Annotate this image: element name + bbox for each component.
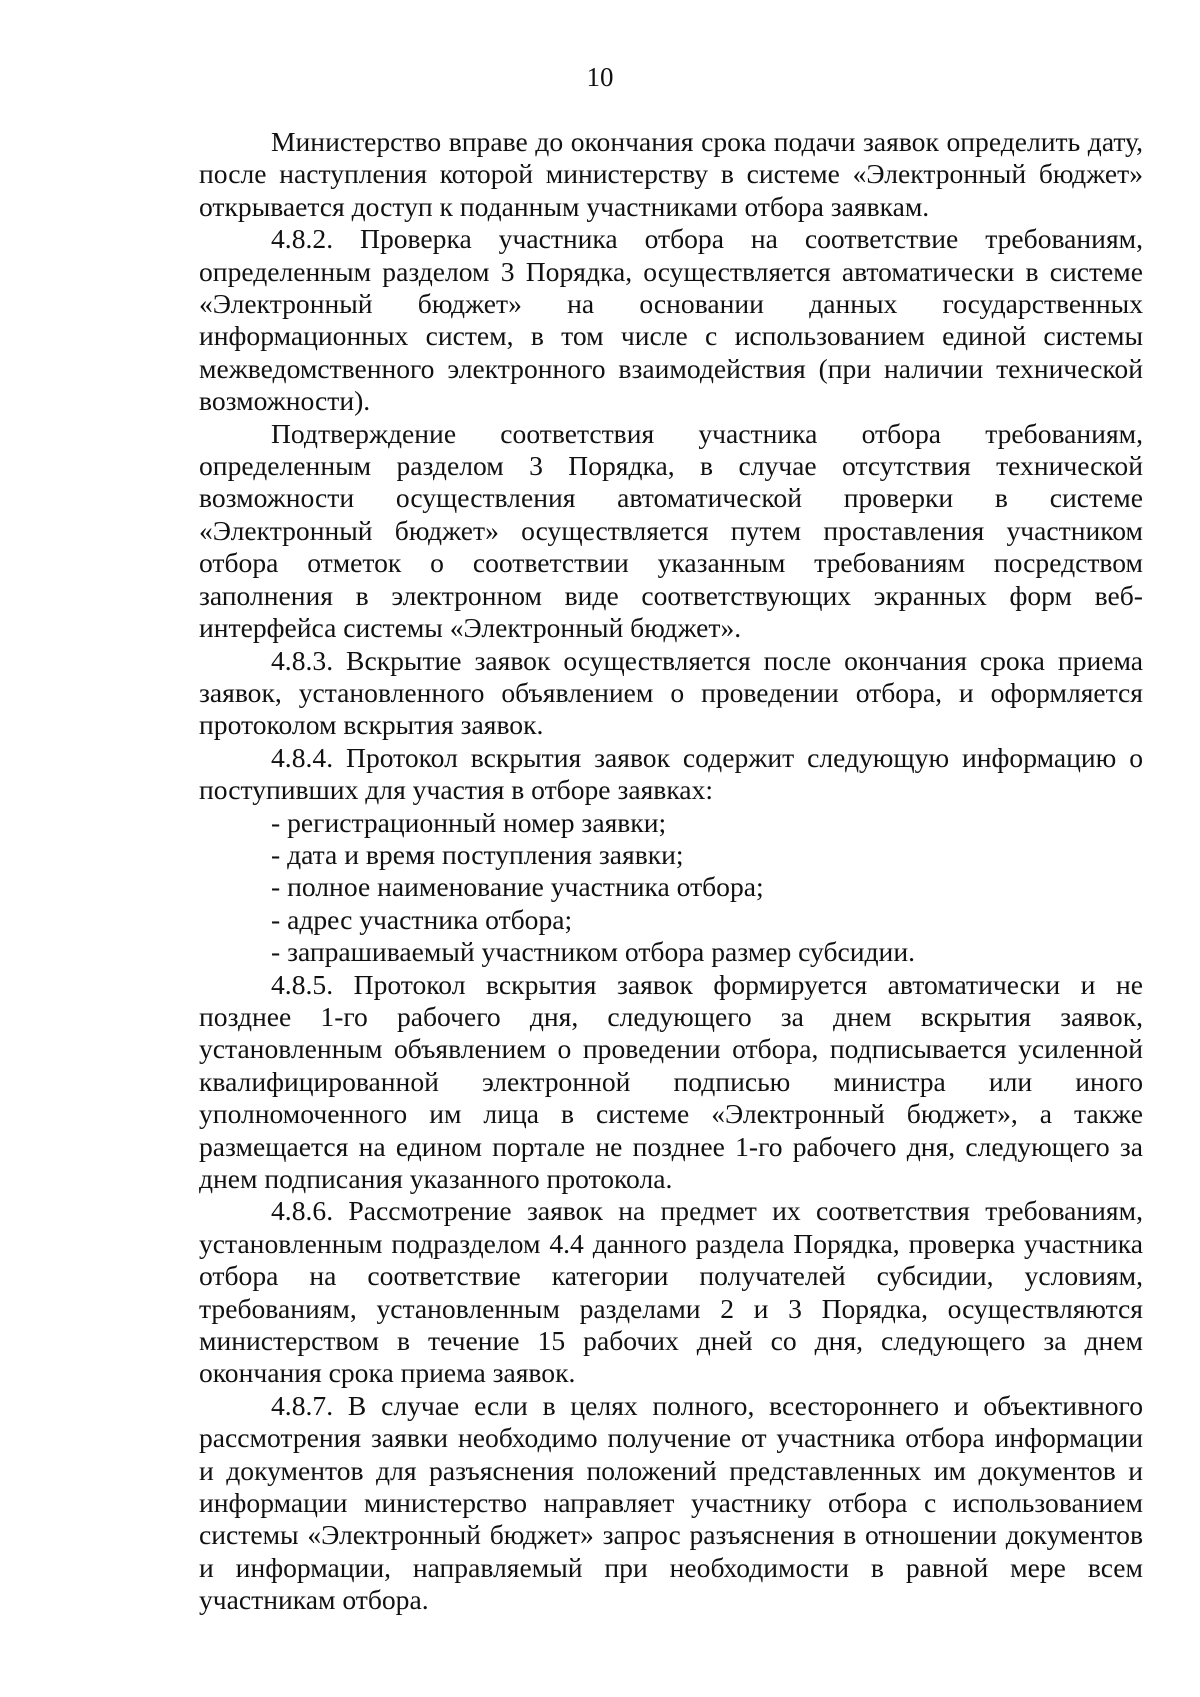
list-item: - полное наименование участника отбора; [271,871,764,903]
list-item: - адрес участника отбора; [271,903,573,935]
document-body [199,126,1143,1617]
paragraph-4-8-3: 4.8.3. Вскрытие заявок осуществляется после окончания срока приема заявок, установленного объявлением о проведении отбора, и оформляется протоколом вскрытия заявок. [199,644,1143,741]
protocol-info-list [199,807,1143,969]
paragraph-4-8-6: 4.8.6. Рассмотрение заявок на предмет их соответствия требованиям, установленным подразделом 4.4 данного раздела Порядка, проверка участника отбора на соответствие категории получателей субсидии, условиям, требованиям, установленным разделами 2 и 3 Порядка, осуществляются министерством в течение 15 рабочих дней со дня, следующего за днем окончания срока приема заявок. [199,1195,1143,1389]
paragraph-4-8-2: 4.8.2. Проверка участника отбора на соответствие требованиям, определенным разделом 3 Порядка, осуществляется автоматически в системе «Электронный бюджет» на основании данных государственных информационных систем, в том числе с использованием единой системы межведомственного электронного взаимодействия (при наличии технической возможности). [199,223,1143,417]
paragraph-4-8-5: 4.8.5. Протокол вскрытия заявок формируется автоматически и не позднее 1-го рабочего дня, следующего за днем вскрытия заявок, установленным объявлением о проведении отбора, подписывается усиленной квалифицированной электронной подписью министра или иного уполномоченного им лица в системе «Электронный бюджет», а также размещается на едином портале не позднее 1-го рабочего дня, следующего за днем подписания указанного протокола. [199,968,1143,1194]
paragraph-confirmation: Подтверждение соответствия участника отбора требованиям, определенным разделом 3 Порядка, в случае отсутствия технической возможности осуществления автоматической проверки в системе «Электронный бюджет» осуществляется путем проставления участником отбора отметок о соответствии указанным требованиям посредством заполнения в электронном виде соответствующих экранных форм веб-интерфейса системы «Электронный бюджет». [199,417,1143,644]
list-item: - дата и время поступления заявки; [271,838,684,870]
paragraph-access-date: Министерство вправе до окончания срока подачи заявок определить дату, после наступления которой министерству в системе «Электронный бюджет» открывается доступ к поданным участниками отбора заявкам. [199,126,1143,222]
list-item: - регистрационный номер заявки; [271,806,667,838]
paragraph-4-8-7: 4.8.7. В случае если в целях полного, всестороннего и объективного рассмотрения заявки необходимо получение от участника отбора информации и документов для разъяснения положений представленных им документов и информации министерство направляет участнику отбора с использованием системы «Электронный бюджет» запрос разъяснения в отношении документов и информации, направляемый при необходимости в равной мере всем участникам отбора. [199,1389,1143,1616]
page-number: 10 [586,62,614,92]
paragraph-4-8-4: 4.8.4. Протокол вскрытия заявок содержит следующую информацию о поступивших для участия в отборе заявках: [199,741,1143,806]
list-item: - запрашиваемый участником отбора размер субсидии. [271,936,915,968]
